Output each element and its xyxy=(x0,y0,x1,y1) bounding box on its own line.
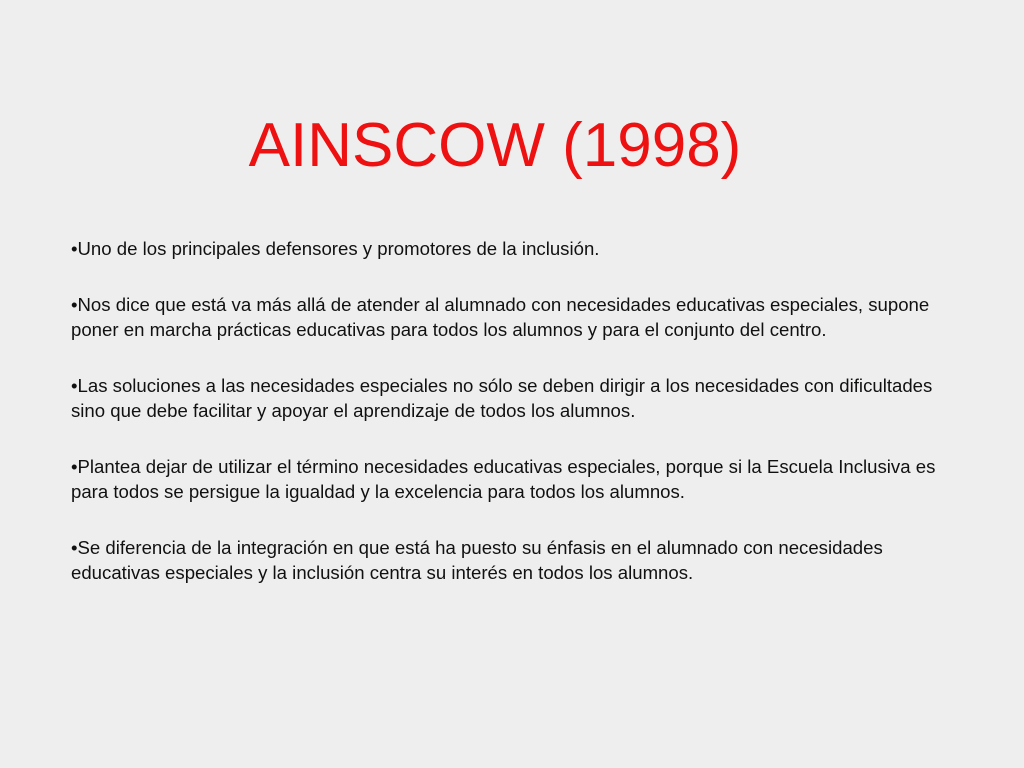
bullet-item: •Las soluciones a las necesidades especiales no sólo se deben dirigir a los necesidades con dificultades sino que debe facilitar y apoyar el aprendizaje de todos los alumnos. xyxy=(71,374,933,421)
slide-title: AINSCOW (1998) xyxy=(248,111,742,180)
bullet-item: •Uno de los principales defensores y promotores de la inclusión. xyxy=(71,238,600,259)
bullet-item: •Se diferencia de la integración en que está ha puesto su énfasis en el alumnado con necesidades educativas especiales y la inclusión centra su interés en todos los alumnos. xyxy=(71,536,883,583)
bullet-item: •Nos dice que está va más allá de atender al alumnado con necesidades educativas especiales, supone poner en marcha prácticas educativas para todos los alumnos y para el conjunto del centro. xyxy=(71,293,930,340)
bullet-item: •Plantea dejar de utilizar el término necesidades educativas especiales, porque si la Escuela Inclusiva es para todos se persigue la igualdad y la excelencia para todos los alumnos. xyxy=(71,455,936,502)
bullet-list xyxy=(71,236,951,616)
